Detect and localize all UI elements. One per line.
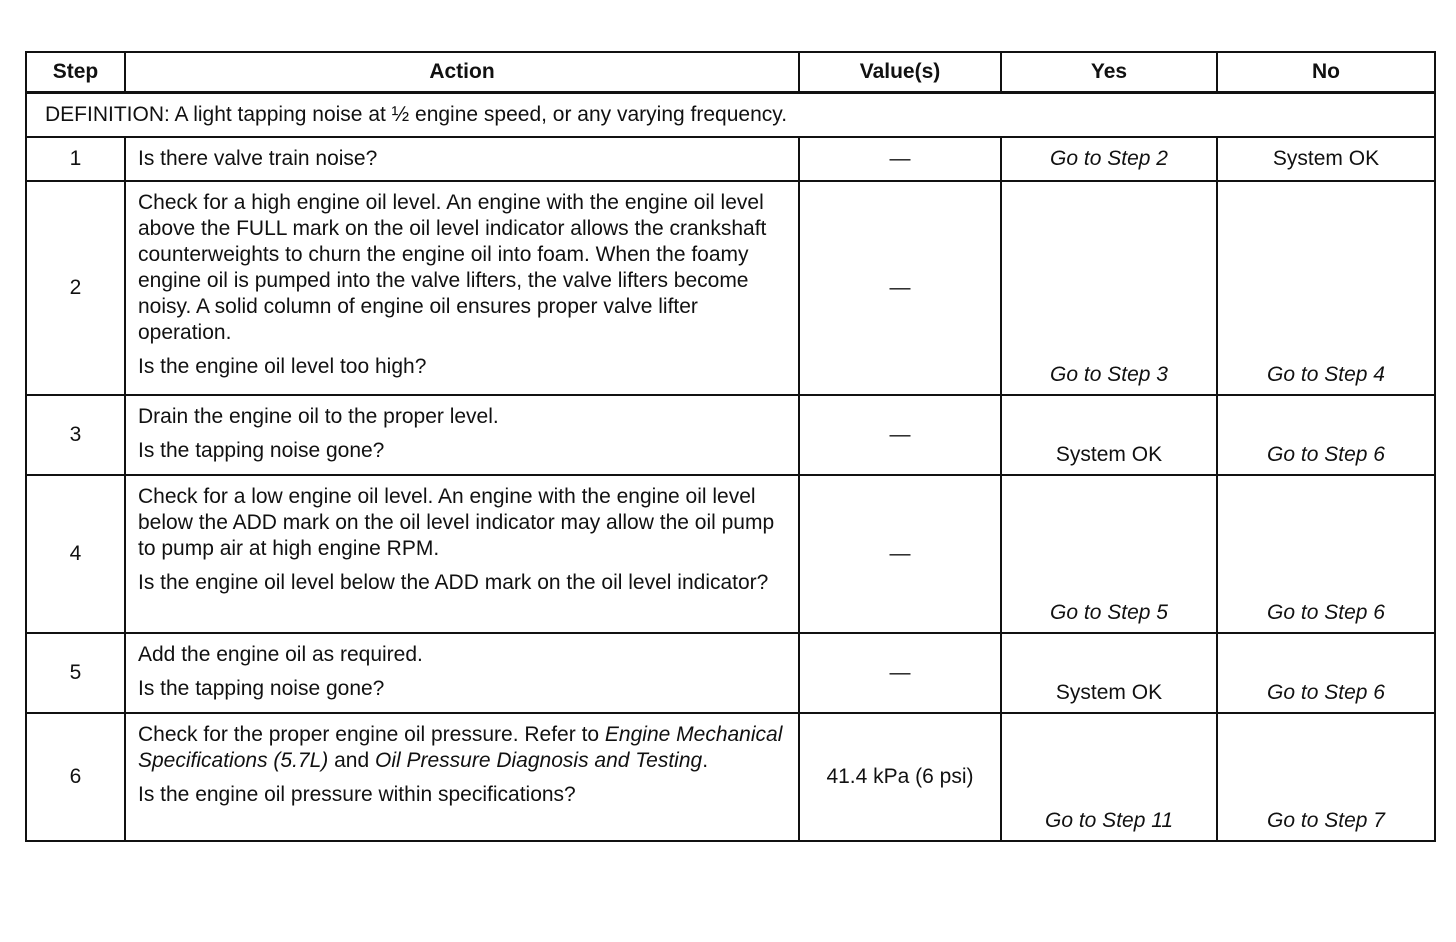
action-text-mid: and bbox=[328, 749, 375, 772]
action-question: Is there valve train noise? bbox=[138, 147, 378, 170]
header-no: No bbox=[1217, 52, 1435, 93]
table-row bbox=[26, 713, 1435, 841]
step-number: 1 bbox=[26, 137, 125, 181]
header-values: Value(s) bbox=[799, 52, 1001, 93]
no-result: Go to Step 6 bbox=[1217, 395, 1435, 475]
action-text bbox=[138, 722, 788, 774]
definition-row bbox=[26, 93, 1435, 138]
table-row bbox=[26, 633, 1435, 713]
no-result: Go to Step 7 bbox=[1217, 713, 1435, 841]
value-cell: — bbox=[799, 633, 1001, 713]
table-row bbox=[26, 181, 1435, 395]
yes-result: System OK bbox=[1001, 395, 1217, 475]
action-question: Is the engine oil pressure within specifications? bbox=[138, 783, 576, 806]
value-cell: — bbox=[799, 395, 1001, 475]
step-number: 6 bbox=[26, 713, 125, 841]
value-cell: — bbox=[799, 181, 1001, 395]
action-cell bbox=[125, 713, 799, 841]
action-text: Drain the engine oil to the proper level. bbox=[138, 405, 499, 428]
yes-result: Go to Step 3 bbox=[1001, 181, 1217, 395]
table-row bbox=[26, 137, 1435, 181]
action-cell bbox=[125, 181, 799, 395]
yes-result: Go to Step 2 bbox=[1001, 137, 1217, 181]
action-cell bbox=[125, 475, 799, 633]
action-text: Check for a low engine oil level. An engine with the engine oil level below the ADD mark on the oil level indicator may allow the oil pump to pump air at high engine RPM. bbox=[138, 485, 775, 560]
action-question: Is the engine oil level below the ADD mark on the oil level indicator? bbox=[138, 571, 769, 594]
step-number: 5 bbox=[26, 633, 125, 713]
action-question: Is the tapping noise gone? bbox=[138, 677, 385, 700]
action-text: Check for a high engine oil level. An engine with the engine oil level above the FULL mark on the oil level indicator allows the crankshaft counterweights to churn the engine oil into foam. When the foamy engine oil is pumped into the valve lifters, the valve lifters become noisy. A solid column of engine oil ensures proper valve lifter operation. bbox=[138, 191, 767, 344]
value-cell: 41.4 kPa (6 psi) bbox=[799, 713, 1001, 841]
value-cell: — bbox=[799, 137, 1001, 181]
no-result: System OK bbox=[1217, 137, 1435, 181]
value-cell: — bbox=[799, 475, 1001, 633]
action-cell bbox=[125, 633, 799, 713]
reference-link-specifications: Engine Mechanical Specifications (5.7L) bbox=[138, 723, 783, 772]
step-number: 3 bbox=[26, 395, 125, 475]
action-cell bbox=[125, 395, 799, 475]
action-text-pre: Check for the proper engine oil pressure. Refer to bbox=[138, 723, 605, 746]
header-action: Action bbox=[125, 52, 799, 93]
header-row bbox=[26, 52, 1435, 93]
action-cell bbox=[125, 137, 799, 181]
header-step: Step bbox=[26, 52, 125, 93]
no-result: Go to Step 6 bbox=[1217, 633, 1435, 713]
action-text: Add the engine oil as required. bbox=[138, 643, 423, 666]
no-result: Go to Step 4 bbox=[1217, 181, 1435, 395]
header-yes: Yes bbox=[1001, 52, 1217, 93]
action-text-post: . bbox=[702, 749, 709, 772]
yes-result: System OK bbox=[1001, 633, 1217, 713]
table-row bbox=[26, 395, 1435, 475]
action-question: Is the engine oil level too high? bbox=[138, 355, 427, 378]
reference-link-oil-pressure: Oil Pressure Diagnosis and Testing bbox=[374, 749, 703, 772]
step-number: 2 bbox=[26, 181, 125, 395]
step-number: 4 bbox=[26, 475, 125, 633]
table-row bbox=[26, 475, 1435, 633]
action-question: Is the tapping noise gone? bbox=[138, 439, 385, 462]
definition-text: DEFINITION: A light tapping noise at ½ engine speed, or any varying frequency. bbox=[26, 93, 1435, 138]
no-result: Go to Step 6 bbox=[1217, 475, 1435, 633]
yes-result: Go to Step 11 bbox=[1001, 713, 1217, 841]
diagnostic-table bbox=[25, 51, 1436, 842]
yes-result: Go to Step 5 bbox=[1001, 475, 1217, 633]
